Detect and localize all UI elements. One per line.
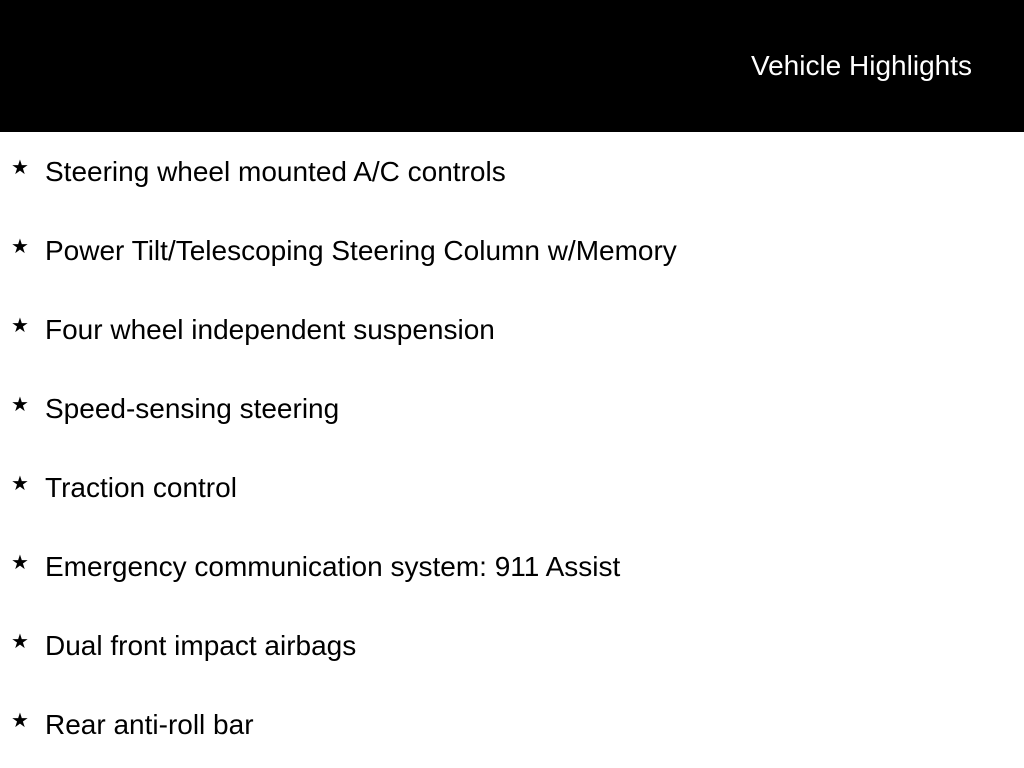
star-icon: ★ [11, 236, 29, 258]
list-item [0, 448, 1024, 527]
page-title: Vehicle Highlights [750, 50, 972, 81]
highlight-label: Four wheel independent suspension [45, 314, 495, 345]
header-banner [0, 0, 1024, 132]
highlight-label: Steering wheel mounted A/C controls [45, 156, 506, 187]
highlight-label: Speed-sensing steering [45, 393, 340, 424]
vehicle-highlights-list [0, 132, 1024, 764]
star-icon: ★ [11, 394, 29, 416]
list-item [0, 527, 1024, 606]
list-item [0, 685, 1024, 764]
star-icon: ★ [11, 631, 29, 653]
star-icon: ★ [11, 315, 29, 337]
highlight-label: Power Tilt/Telescoping Steering Column w/Memory [45, 235, 677, 266]
highlight-label: Rear anti-roll bar [45, 709, 254, 740]
star-icon: ★ [11, 473, 29, 495]
list-item [0, 369, 1024, 448]
list-item [0, 606, 1024, 685]
list-item [0, 132, 1024, 211]
highlight-label: Traction control [45, 472, 237, 503]
highlight-label: Dual front impact airbags [45, 630, 357, 661]
list-item [0, 211, 1024, 290]
highlight-label: Emergency communication system: 911 Assist [45, 551, 621, 582]
star-icon: ★ [11, 552, 29, 574]
star-icon: ★ [11, 157, 29, 179]
list-item [0, 290, 1024, 369]
star-icon: ★ [11, 710, 29, 732]
